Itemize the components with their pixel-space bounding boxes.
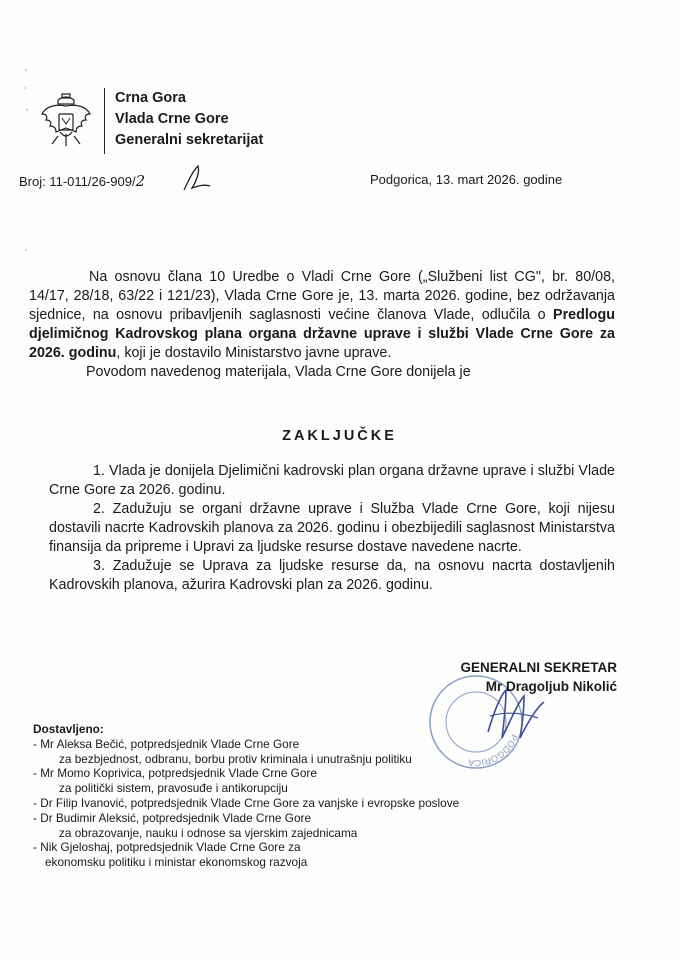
list-item: [33, 811, 459, 841]
handwritten-initial-icon: [178, 162, 214, 194]
recipient-portfolio: za bezbjednost, odbranu, borbu protiv kriminala i unutrašnju politiku: [59, 751, 412, 766]
institution-government: Vlada Crne Gore: [115, 111, 229, 127]
recipient-name: - Mr Aleksa Bečić, potpredsjednik Vlade Crne Gore: [33, 736, 300, 751]
institution-country: Crna Gora: [115, 90, 186, 106]
recipient-name: - Nik Gjeloshaj, potpredsjednik Vlade Crne Gore za: [33, 840, 301, 855]
conclusion-item: 1. Vlada je donijela Djelimični kadrovski plan organa državne uprave i službi Vlade Crne Gore za 2026. godinu.: [49, 463, 615, 498]
header-divider: [104, 88, 105, 154]
institution-secretariat: Generalni sekretarijat: [115, 132, 264, 148]
recipient-name: - Dr Filip Ivanović, potpredsjednik Vlade Crne Gore za vanjske i evropske poslove: [33, 795, 460, 810]
list-item: [33, 766, 459, 796]
intro-subject: Predlogu djelimičnog Kadrovskog plana organa državne uprave i službi Vlade Crne Gore za 2026. godinu: [29, 307, 615, 361]
recipient-portfolio: za obrazovanje, nauku i odnose sa vjerskim zajednicama: [59, 825, 358, 840]
signatory-block: [460, 658, 617, 696]
conclusion-item: 3. Zadužuje se Uprava za ljudske resurse da, na osnovu nacrta dostavljenih Kadrovskih planova, ažurira Kadrovski plan za 2026. godinu.: [49, 558, 615, 593]
signatory-name: Mr Dragoljub Nikolić: [485, 679, 617, 694]
intro-text-end: , koji je dostavilo Ministarstvo javne uprave.: [116, 345, 392, 361]
intro-section: [29, 268, 615, 382]
intro-lead-in: Povodom navedenog materijala, Vlada Crne Gore donijela je: [86, 364, 471, 380]
distribution-title: Dostavljeno:: [33, 722, 104, 736]
recipient-name: - Dr Budimir Aleksić, potpredsjednik Vlade Crne Gore: [33, 810, 311, 825]
recipient-portfolio: ekonomsku politiku i ministar ekonomskog razvoja: [45, 855, 308, 870]
list-item: [33, 840, 459, 870]
list-item: [33, 796, 459, 811]
conclusions-heading: ZAKLJUČKE: [282, 428, 397, 444]
reference-number-handwritten: 2: [135, 172, 146, 190]
distribution-list: [33, 722, 459, 870]
list-item: [33, 737, 459, 767]
scan-margin-marks: [22, 60, 30, 260]
signatory-title: GENERALNI SEKRETAR: [460, 660, 617, 675]
place-and-date: Podgorica, 13. mart 2026. godine: [370, 172, 563, 187]
conclusion-item: 2. Zadužuju se organi državne uprave i Služba Vlade Crne Gore, koji nijesu dostavili nacrte Kadrovskih planova za 2026. godinu i obezbijedili saglasnost Ministarstva finansija da pripreme i Upravi za ljudske resurse dostave navedene nacrte.: [49, 501, 615, 555]
institution-block: [115, 88, 263, 151]
recipient-name: - Mr Momo Koprivica, potpredsjednik Vlade Crne Gore: [33, 766, 317, 781]
recipient-portfolio: za politički sistem, pravosuđe i antikorupciju: [59, 781, 288, 796]
intro-paragraph: [29, 268, 615, 363]
stamp-text: PODGORICA: [467, 733, 520, 769]
reference-number-text: Broj: 11-011/26-909/: [19, 174, 136, 189]
intro-text: Na osnovu člana 10 Uredbe o Vladi Crne Gore („Službeni list CG", br. 80/08, 14/17, 28/18, 63/22 i 121/23), Vlada Crne Gore je, 13. marta 2026. godine, bez održavanja sjednice, na osnovu pribavljenih saglasnosti većine članova Vlade, odlučila o: [29, 269, 615, 323]
conclusions-list: [49, 462, 615, 595]
coat-of-arms-icon: [38, 92, 94, 152]
reference-number: [19, 172, 145, 190]
